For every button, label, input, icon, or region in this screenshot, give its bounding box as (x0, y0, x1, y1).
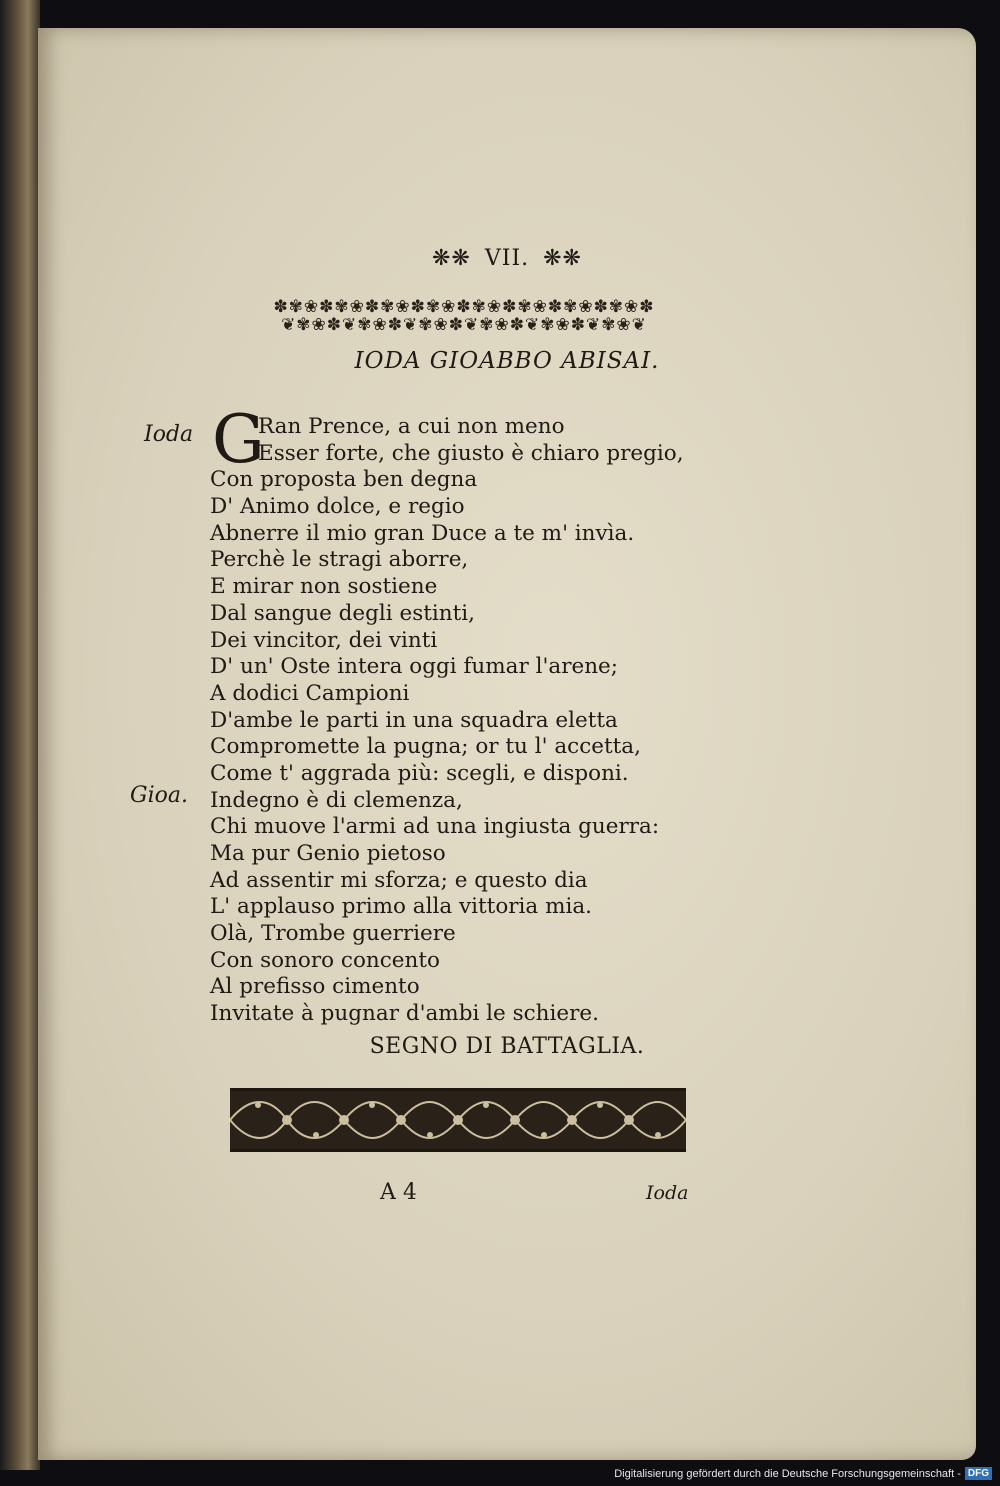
drop-cap: G (212, 401, 265, 478)
signature-mark: A 4 (380, 1180, 417, 1205)
ornament-pattern-icon (230, 1091, 686, 1149)
fleuron-icon: ❋❋ (431, 246, 471, 271)
verse-line: Al prefisso cimento (210, 974, 420, 1000)
verse-line: E mirar non sostiene (210, 574, 438, 600)
page-header (38, 246, 976, 271)
book-page (38, 28, 976, 1460)
verse-line: Con proposta ben degna (210, 467, 478, 493)
verse-line: Esser forte, che giusto è chiaro pregio, (258, 440, 684, 466)
verse-line: Indegno è di clemenza, (210, 787, 463, 813)
verse-line: Chi muove l'armi ad una ingiusta guerra: (210, 814, 660, 840)
book-spine (0, 0, 40, 1470)
speaker-label-ioda: Ioda (144, 422, 194, 447)
ornament-band-top: ✽✾❀✽✾❀✽✾❀✽✾❀✽✾❀✽✾❀✽✾❀✽✾❀✽ ❦✾❀✽❦✾❀✽❦✾❀✽❦✾❀✽❦✾❀✽❦✾❀❦ (273, 298, 655, 335)
speaker-label-gioa: Gioa. (130, 783, 188, 808)
verse-line: A dodici Campioni (210, 680, 410, 706)
verse-line: Ran Prence, a cui non meno (258, 414, 565, 439)
verse-line: Compromette la pugna; or tu l' accetta, (210, 734, 641, 760)
verse-line: Dal sangue degli estinti, (210, 600, 475, 626)
catchword: Ioda (646, 1182, 689, 1204)
digitization-footer (614, 1467, 992, 1480)
verse-line: Invitate à pugnar d'ambi le schiere. (210, 1001, 599, 1027)
verse-line: Dei vincitor, dei vinti (210, 627, 438, 653)
verse-line: Come t' aggrada più: scegli, e disponi. (210, 760, 629, 786)
verse-line: D' Animo dolce, e regio (210, 494, 465, 520)
dfg-logo-icon: DFG (965, 1467, 992, 1480)
verse-line: Perchè le stragi aborre, (210, 547, 469, 573)
page-number: VII. (484, 246, 530, 271)
verse-line: Ma pur Genio pietoso (210, 841, 446, 866)
verse-line: D' un' Oste intera oggi fumar l'arene; (210, 654, 619, 680)
stage-direction: SEGNO DI BATTAGLIA. (369, 1034, 645, 1059)
footer-text: Digitalisierung gefördert durch die Deutsche Forschungsgemeinschaft - (614, 1467, 961, 1480)
verse-line: Con sonoro concento (210, 947, 440, 973)
fleuron-icon: ❋❋ (543, 246, 582, 271)
verse-line: Olà, Trombe guerriere (210, 921, 456, 947)
verse-line: Abnerre il mio gran Duce a te m' invìa. (210, 520, 635, 546)
scene-title: IODA GIOABBO ABISAI. (354, 348, 660, 374)
verse-line: D'ambe le parti in una squadra eletta (210, 707, 618, 733)
verse-line: Ad assentir mi sforza; e questo dia (210, 867, 588, 893)
verse-block (210, 414, 684, 1028)
ornament-band-bottom (230, 1088, 686, 1152)
verse-line: L' applauso primo alla vittoria mia. (210, 894, 592, 920)
